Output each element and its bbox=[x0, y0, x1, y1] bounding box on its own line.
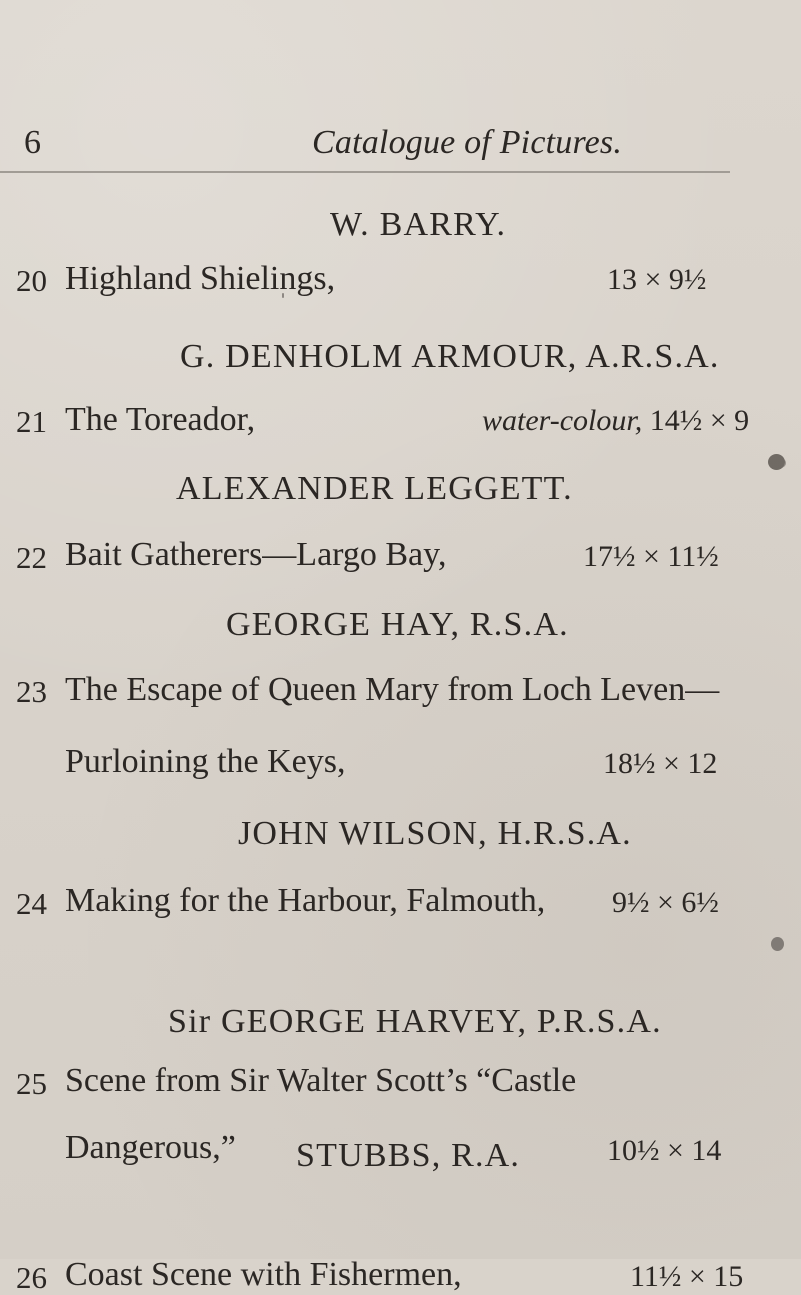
picture-title: Bait Gatherers—Largo Bay, bbox=[65, 536, 447, 573]
catalogue-number: 25 bbox=[16, 1066, 47, 1101]
catalogue-number: 26 bbox=[16, 1260, 47, 1295]
catalogue-number: 24 bbox=[16, 886, 47, 921]
picture-size: 17½ × 11½ bbox=[583, 540, 719, 573]
catalogue-number: 21 bbox=[16, 404, 47, 439]
picture-medium: water-colour, bbox=[482, 404, 643, 437]
picture-size: 10½ × 14 bbox=[607, 1134, 722, 1167]
picture-title-line-2: Purloining the Keys, bbox=[65, 743, 346, 780]
artist-heading: G. DENHOLM ARMOUR, A.R.S.A. bbox=[180, 338, 720, 375]
artist-heading: Sir GEORGE HARVEY, P.R.S.A. bbox=[168, 1003, 662, 1040]
page-header bbox=[0, 0, 801, 170]
picture-title: The Toreador, bbox=[65, 401, 256, 438]
picture-title: Coast Scene with Fishermen, bbox=[65, 1256, 462, 1293]
picture-medium-and-size bbox=[482, 406, 749, 436]
picture-title: Highland Shielings, bbox=[65, 260, 336, 297]
catalogue-number: 23 bbox=[16, 674, 47, 709]
ink-spot-icon bbox=[771, 937, 784, 951]
picture-title-line-1: Scene from Sir Walter Scott’s “Castle bbox=[65, 1062, 577, 1099]
picture-size: 9½ × 6½ bbox=[612, 886, 719, 919]
catalogue-number: 20 bbox=[16, 263, 47, 298]
running-title: Catalogue of Pictures. bbox=[312, 124, 623, 161]
page-number: 6 bbox=[24, 124, 41, 161]
picture-title-line-2: Dangerous,” bbox=[65, 1129, 236, 1166]
picture-size: 18½ × 12 bbox=[603, 747, 718, 780]
picture-title-line-1: The Escape of Queen Mary from Loch Leven— bbox=[65, 671, 720, 708]
artist-heading: STUBBS, R.A. bbox=[296, 1137, 521, 1174]
picture-size: 14½ × 9 bbox=[649, 404, 750, 437]
picture-size: 11½ × 15 bbox=[630, 1260, 744, 1293]
catalogue-number: 22 bbox=[16, 540, 47, 575]
artist-heading: W. BARRY. bbox=[330, 206, 507, 243]
artist-heading: ALEXANDER LEGGETT. bbox=[176, 470, 573, 507]
artist-heading: JOHN WILSON, H.R.S.A. bbox=[238, 815, 632, 852]
artist-heading: GEORGE HAY, R.S.A. bbox=[226, 606, 569, 643]
picture-title: Making for the Harbour, Falmouth, bbox=[65, 882, 546, 919]
picture-size: 13 × 9½ bbox=[607, 263, 707, 296]
header-rule bbox=[0, 171, 730, 173]
ink-spot-icon bbox=[768, 454, 785, 470]
